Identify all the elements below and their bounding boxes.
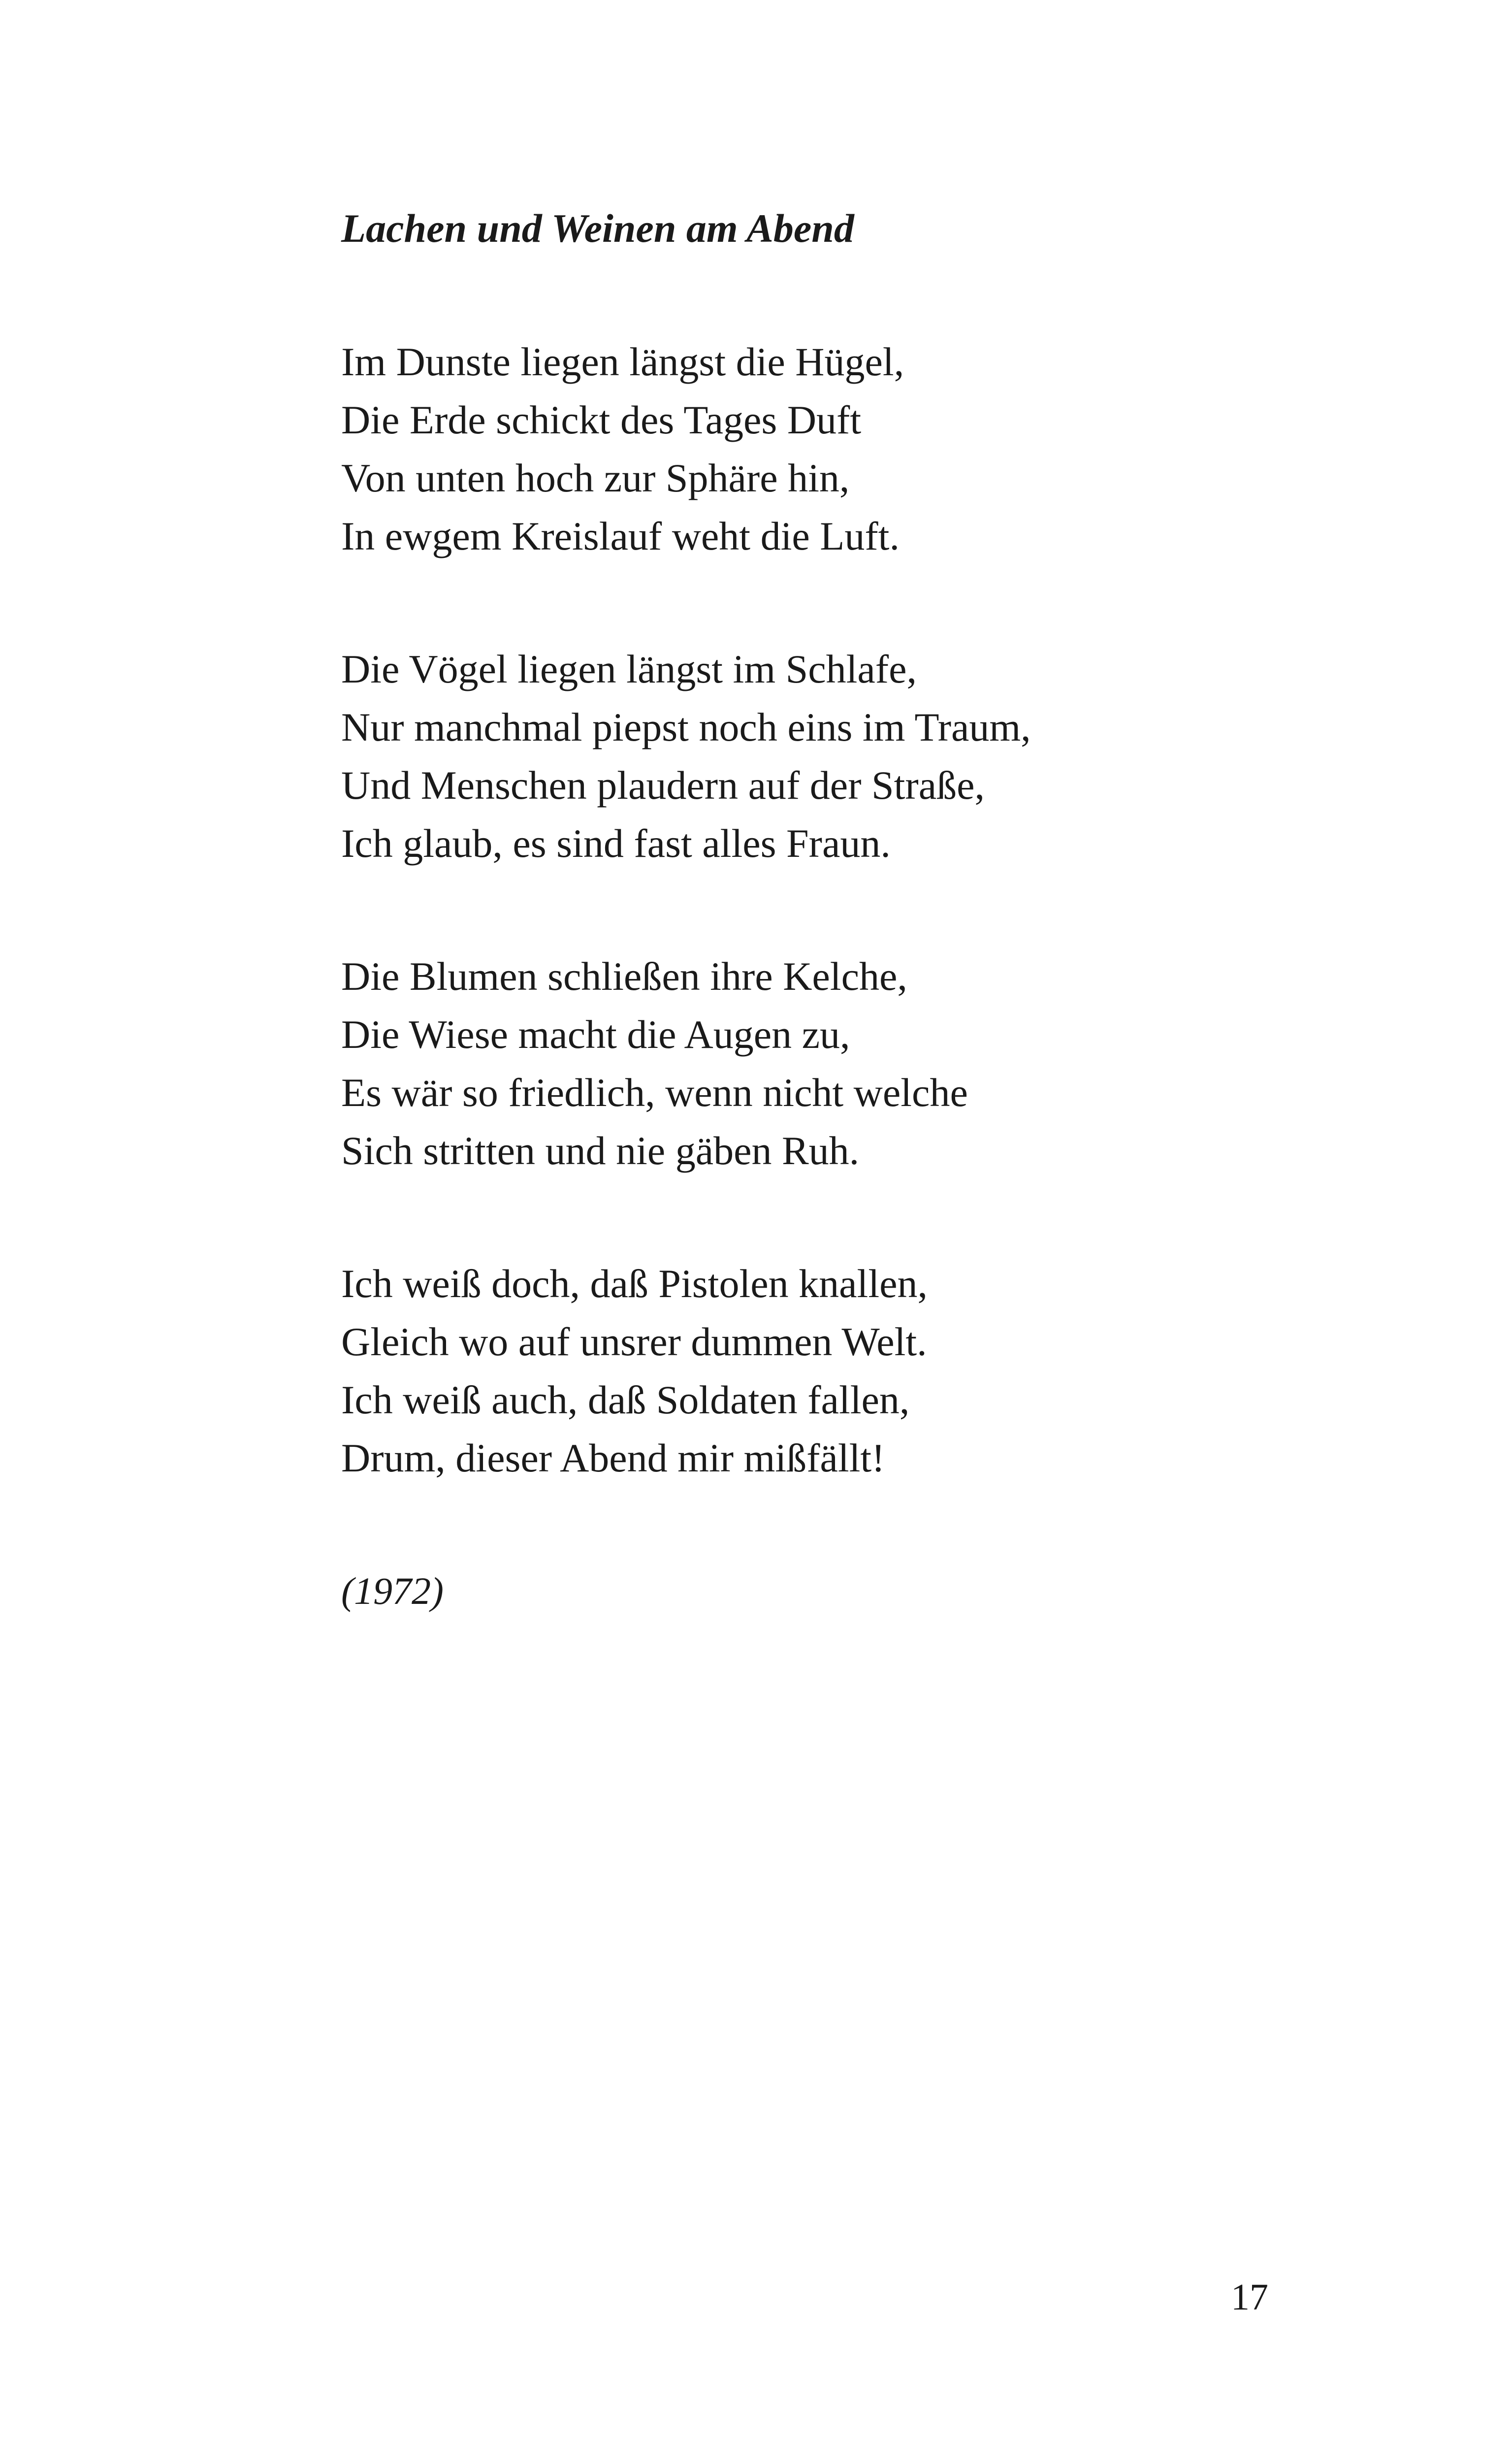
verse-line: Ich weiß auch, daß Soldaten fallen,: [341, 1377, 910, 1422]
page-number: 17: [1231, 2277, 1268, 2318]
verse-line: Und Menschen plaudern auf der Straße,: [341, 763, 985, 808]
verse-line: Die Vögel liegen längst im Schlafe,: [341, 647, 917, 691]
verse-line: Von unten hoch zur Sphäre hin,: [341, 456, 850, 500]
verse-line: Die Blumen schließen ihre Kelche,: [341, 954, 907, 999]
verse-line: Es wär so friedlich, wenn nicht welche: [341, 1070, 968, 1115]
stanza-2: [341, 640, 1326, 873]
verse-line: Die Wiese macht die Augen zu,: [341, 1012, 850, 1057]
poem-title: Lachen und Weinen am Abend: [341, 206, 854, 251]
verse-line: Gleich wo auf unsrer dummen Welt.: [341, 1319, 927, 1364]
verse-line: Ich glaub, es sind fast alles Fraun.: [341, 821, 891, 866]
stanza-3: [341, 947, 1326, 1180]
verse-line: Sich stritten und nie gäben Ruh.: [341, 1128, 860, 1173]
verse-line: Nur manchmal piepst noch eins im Traum,: [341, 705, 1031, 749]
poem-year: (1972): [341, 1569, 444, 1612]
verse-line: Ich weiß doch, daß Pistolen knallen,: [341, 1261, 928, 1306]
stanza-4: [341, 1255, 1326, 1487]
verse-line: Die Erde schickt des Tages Duft: [341, 397, 862, 442]
verse-line: Im Dunste liegen längst die Hügel,: [341, 339, 904, 384]
stanza-1: [341, 333, 1326, 565]
poem: [341, 199, 1326, 1620]
verse-line: Drum, dieser Abend mir mißfällt!: [341, 1435, 885, 1480]
poem-body: [341, 333, 1326, 1487]
verse-line: In ewgem Kreislauf weht die Luft.: [341, 514, 900, 558]
